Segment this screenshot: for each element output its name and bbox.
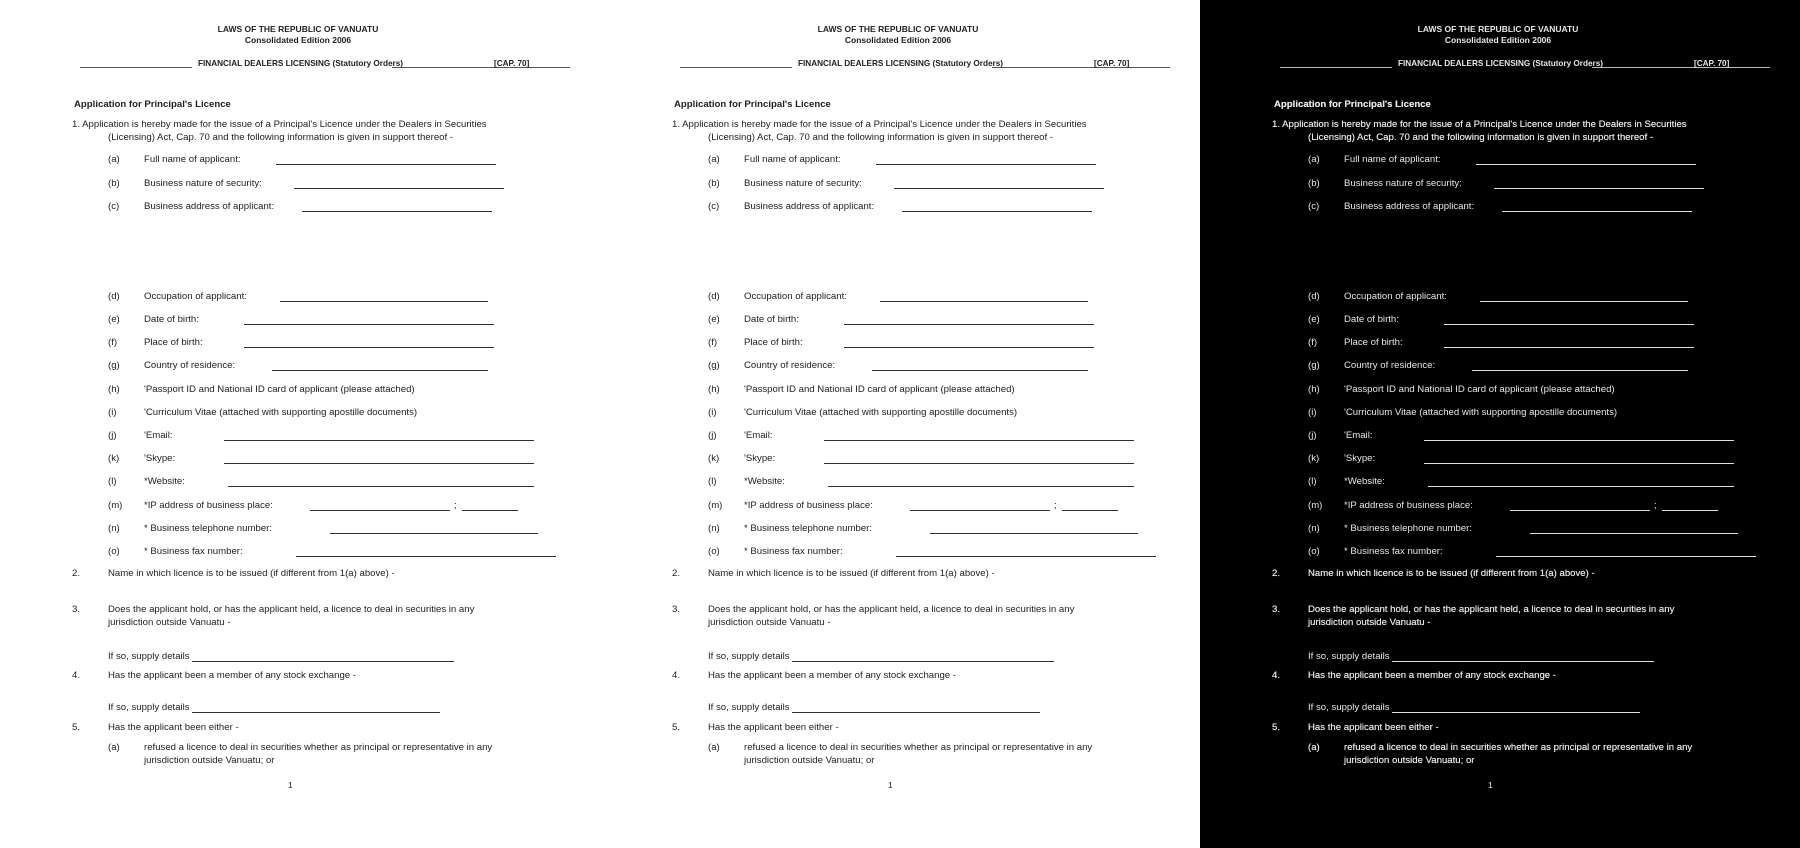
question-text: Has the applicant been either -: [108, 722, 239, 733]
item-label: (o): [108, 546, 120, 557]
item-text: 'Curriculum Vitae (attached with supporting apostille documents): [744, 407, 1018, 418]
fill-line[interactable]: [792, 712, 1040, 713]
form-heading: Application for Principal's Licence: [674, 99, 831, 110]
fill-line[interactable]: [1476, 164, 1696, 165]
item-text: * Business fax number:: [144, 546, 243, 557]
fill-line[interactable]: [280, 301, 488, 302]
item-label: (h): [108, 384, 120, 395]
item-label: (e): [1308, 314, 1320, 325]
item-label: (b): [1308, 178, 1320, 189]
item-text: Country of residence:: [144, 360, 236, 371]
item-label: (j): [108, 430, 117, 441]
ip-separator: ;: [1654, 500, 1657, 511]
fill-line[interactable]: [276, 164, 496, 165]
question-number: 3.: [672, 604, 681, 615]
intro-line: 1. Application is hereby made for the issue of a Principal's Licence under the Dealers in Securities: [72, 119, 487, 130]
item-label: (g): [1308, 360, 1320, 371]
fill-line[interactable]: [844, 324, 1094, 325]
question-text: Has the applicant been either -: [708, 722, 839, 733]
page-copy: [600, 0, 1200, 848]
item-text: * Business fax number:: [744, 546, 843, 557]
item-text: *IP address of business place:: [1344, 500, 1473, 511]
fill-line[interactable]: [224, 440, 534, 441]
item-text: *IP address of business place:: [144, 500, 273, 511]
question-text: Has the applicant been a member of any stock exchange -: [1308, 670, 1556, 681]
item-label: (i): [708, 407, 717, 418]
fill-line[interactable]: [1502, 211, 1692, 212]
item-label: (a): [708, 742, 720, 753]
page-inverted: [1200, 0, 1800, 848]
intro-paragraph: [672, 119, 1092, 144]
act-title-line: [80, 59, 528, 71]
supply-details-field[interactable]: [708, 701, 790, 715]
item-label: (d): [1308, 291, 1320, 302]
item-label: (h): [1308, 384, 1320, 395]
fill-line[interactable]: [824, 463, 1134, 464]
fill-line[interactable]: [1472, 370, 1688, 371]
item-text: 'Passport ID and National ID card of applicant (please attached): [1344, 384, 1615, 395]
question-text: Has the applicant been a member of any stock exchange -: [108, 670, 356, 681]
question-text: Has the applicant been a member of any stock exchange -: [708, 670, 956, 681]
fill-line[interactable]: [192, 712, 440, 713]
item-text: Business nature of security:: [144, 178, 262, 189]
supply-details-field[interactable]: [708, 650, 790, 664]
item-text: Date of birth:: [744, 314, 799, 325]
fill-line[interactable]: [910, 510, 1050, 511]
fill-line[interactable]: [902, 211, 1092, 212]
fill-line[interactable]: [272, 370, 488, 371]
item-label: (o): [1308, 546, 1320, 557]
law-header: LAWS OF THE REPUBLIC OF VANUATU: [1417, 24, 1579, 34]
fill-line[interactable]: [228, 486, 534, 487]
item-text: Place of birth:: [744, 337, 803, 348]
fill-line[interactable]: [1392, 712, 1640, 713]
question-number: 5.: [72, 722, 81, 733]
ip-separator: ;: [1054, 500, 1057, 511]
edition-header: Consolidated Edition 2006: [844, 35, 952, 45]
item-label: (l): [108, 476, 117, 487]
fill-line[interactable]: [1424, 440, 1734, 441]
fill-line[interactable]: [330, 533, 538, 534]
intro-paragraph: [72, 119, 492, 144]
page-number: 1: [888, 780, 893, 790]
item-text: 'Curriculum Vitae (attached with supporting apostille documents): [1344, 407, 1618, 418]
item-label: (k): [1308, 453, 1320, 464]
act-title: FINANCIAL DEALERS LICENSING (Statutory Orders): [798, 59, 1004, 68]
item-label: (a): [1308, 742, 1320, 753]
item-label: (m): [108, 500, 123, 511]
fill-line[interactable]: [1510, 510, 1650, 511]
item-label: (a): [708, 154, 720, 165]
fill-line[interactable]: [244, 347, 494, 348]
question-text: refused a licence to deal in securities whether as principal or representative in any jurisdiction outside Vanuatu; or: [744, 742, 1093, 766]
question-text: Name in which licence is to be issued (if different from 1(a) above) -: [1308, 568, 1595, 579]
item-text: Country of residence:: [1344, 360, 1436, 371]
fill-line[interactable]: [872, 370, 1088, 371]
item-label: (d): [108, 291, 120, 302]
supply-label: If so, supply details: [1308, 702, 1390, 713]
rule: [680, 67, 792, 68]
item-text: Business nature of security:: [744, 178, 862, 189]
item-label: (k): [108, 453, 120, 464]
fill-line[interactable]: [1480, 301, 1688, 302]
act-title-line: [680, 59, 1128, 71]
question-number: 3.: [72, 604, 81, 615]
chapter-ref: [CAP. 70]: [1694, 59, 1730, 68]
fill-line[interactable]: [224, 463, 534, 464]
fill-line[interactable]: [1444, 324, 1694, 325]
item-text: Country of residence:: [744, 360, 836, 371]
rule: [1592, 67, 1770, 68]
fill-line[interactable]: [1662, 510, 1718, 511]
item-text: Date of birth:: [1344, 314, 1399, 325]
question-text: refused a licence to deal in securities whether as principal or representative in any jurisdiction outside Vanuatu; or: [144, 742, 493, 766]
item-text: 'Email:: [144, 430, 173, 441]
item-text: 'Skype:: [144, 453, 176, 464]
item-text: Full name of applicant:: [1344, 154, 1441, 165]
supply-details-field[interactable]: [108, 650, 190, 664]
item-label: (g): [708, 360, 720, 371]
item-label: (a): [108, 742, 120, 753]
item-label: (i): [108, 407, 117, 418]
question-text: Has the applicant been either -: [1308, 722, 1439, 733]
fill-line[interactable]: [896, 556, 1156, 557]
rule: [1280, 67, 1392, 68]
item-text: Occupation of applicant:: [1344, 291, 1447, 302]
question-number: 3.: [1272, 604, 1281, 615]
item-label: (h): [708, 384, 720, 395]
item-label: (g): [108, 360, 120, 371]
fill-line[interactable]: [296, 556, 556, 557]
item-label: (j): [1308, 430, 1317, 441]
supply-details-field[interactable]: [1308, 650, 1390, 664]
law-header: LAWS OF THE REPUBLIC OF VANUATU: [817, 24, 979, 34]
question-text: Name in which licence is to be issued (if different from 1(a) above) -: [108, 568, 395, 579]
item-label: (i): [1308, 407, 1317, 418]
item-text: *Website:: [744, 476, 785, 487]
question-number: 4.: [72, 670, 81, 681]
fill-line[interactable]: [294, 188, 504, 189]
item-text: *IP address of business place:: [744, 500, 873, 511]
item-text: Full name of applicant:: [144, 154, 241, 165]
item-label: (f): [708, 337, 718, 348]
question-text: Does the applicant hold, or has the applicant held, a licence to deal in securities in any jurisdiction outside Vanuatu -: [1308, 604, 1675, 628]
item-text: Occupation of applicant:: [144, 291, 247, 302]
supply-label: If so, supply details: [708, 702, 790, 713]
fill-line[interactable]: [1496, 556, 1756, 557]
fill-line[interactable]: [310, 510, 450, 511]
item-label: (l): [1308, 476, 1317, 487]
edition-header: Consolidated Edition 2006: [1444, 35, 1552, 45]
fill-line[interactable]: [828, 486, 1134, 487]
fill-line[interactable]: [1062, 510, 1118, 511]
supply-details-field[interactable]: [108, 701, 190, 715]
supply-label: If so, supply details: [108, 702, 190, 713]
fill-line[interactable]: [1494, 188, 1704, 189]
item-label: (a): [108, 154, 120, 165]
item-text: Place of birth:: [144, 337, 203, 348]
item-label: (m): [708, 500, 723, 511]
question-number: 4.: [1272, 670, 1281, 681]
item-label: (o): [708, 546, 720, 557]
item-label: (e): [708, 314, 720, 325]
item-text: * Business telephone number:: [144, 523, 272, 534]
item-text: 'Passport ID and National ID card of applicant (please attached): [744, 384, 1015, 395]
question-text: refused a licence to deal in securities whether as principal or representative in any jurisdiction outside Vanuatu; or: [1344, 742, 1693, 766]
item-label: (n): [708, 523, 720, 534]
item-text: Business address of applicant:: [1344, 201, 1475, 212]
item-label: (c): [708, 201, 720, 212]
act-title-line: [1280, 59, 1728, 71]
rule: [992, 67, 1170, 68]
item-label: (e): [108, 314, 120, 325]
supply-label: If so, supply details: [1308, 651, 1390, 662]
item-label: (c): [1308, 201, 1320, 212]
intro-line: (Licensing) Act, Cap. 70 and the following information is given in support thereof -: [708, 131, 1054, 143]
question-number: 4.: [672, 670, 681, 681]
item-text: 'Email:: [744, 430, 773, 441]
act-title: FINANCIAL DEALERS LICENSING (Statutory Orders): [198, 59, 404, 68]
fill-line[interactable]: [1530, 533, 1738, 534]
item-label: (c): [108, 201, 120, 212]
fill-line[interactable]: [302, 211, 492, 212]
item-text: Business nature of security:: [1344, 178, 1462, 189]
act-title: FINANCIAL DEALERS LICENSING (Statutory Orders): [1398, 59, 1604, 68]
rule: [80, 67, 192, 68]
item-label: (b): [108, 178, 120, 189]
item-label: (f): [108, 337, 118, 348]
question-text: Does the applicant hold, or has the applicant held, a licence to deal in securities in any jurisdiction outside Vanuatu -: [708, 604, 1075, 628]
fill-line[interactable]: [824, 440, 1134, 441]
intro-line: (Licensing) Act, Cap. 70 and the following information is given in support thereof -: [108, 131, 454, 143]
ip-separator: ;: [454, 500, 457, 511]
item-label: (n): [108, 523, 120, 534]
supply-details-field[interactable]: [1308, 701, 1390, 715]
edition-header: Consolidated Edition 2006: [244, 35, 352, 45]
item-text: * Business telephone number:: [1344, 523, 1472, 534]
page-number: 1: [1488, 780, 1493, 790]
rule: [392, 67, 570, 68]
intro-line: 1. Application is hereby made for the issue of a Principal's Licence under the Dealers in Securities: [1272, 119, 1687, 130]
supply-label: If so, supply details: [108, 651, 190, 662]
question-number: 2.: [672, 568, 681, 579]
item-text: Date of birth:: [144, 314, 199, 325]
fill-line[interactable]: [876, 164, 1096, 165]
fill-line[interactable]: [1424, 463, 1734, 464]
fill-line[interactable]: [192, 661, 454, 662]
fill-line[interactable]: [930, 533, 1138, 534]
intro-line: 1. Application is hereby made for the issue of a Principal's Licence under the Dealers in Securities: [672, 119, 1087, 130]
item-text: *Website:: [144, 476, 185, 487]
fill-line[interactable]: [880, 301, 1088, 302]
item-text: * Business fax number:: [1344, 546, 1443, 557]
item-text: Place of birth:: [1344, 337, 1403, 348]
item-label: (a): [1308, 154, 1320, 165]
fill-line[interactable]: [1428, 486, 1734, 487]
fill-line[interactable]: [792, 661, 1054, 662]
question-text: Name in which licence is to be issued (if different from 1(a) above) -: [708, 568, 995, 579]
item-text: 'Skype:: [744, 453, 776, 464]
item-text: Occupation of applicant:: [744, 291, 847, 302]
supply-label: If so, supply details: [708, 651, 790, 662]
item-text: 'Email:: [1344, 430, 1373, 441]
item-label: (n): [1308, 523, 1320, 534]
question-number: 5.: [672, 722, 681, 733]
item-label: (m): [1308, 500, 1323, 511]
fill-line[interactable]: [462, 510, 518, 511]
question-number: 2.: [1272, 568, 1281, 579]
item-label: (f): [1308, 337, 1318, 348]
form-heading: Application for Principal's Licence: [74, 99, 231, 110]
item-text: * Business telephone number:: [744, 523, 872, 534]
item-label: (d): [708, 291, 720, 302]
fill-line[interactable]: [894, 188, 1104, 189]
item-text: 'Curriculum Vitae (attached with supporting apostille documents): [144, 407, 418, 418]
chapter-ref: [CAP. 70]: [1094, 59, 1130, 68]
page-original: [0, 0, 600, 848]
item-label: (l): [708, 476, 717, 487]
question-number: 2.: [72, 568, 81, 579]
fill-line[interactable]: [1444, 347, 1694, 348]
question-text: Does the applicant hold, or has the applicant held, a licence to deal in securities in any jurisdiction outside Vanuatu -: [108, 604, 475, 628]
item-text: 'Passport ID and National ID card of applicant (please attached): [144, 384, 415, 395]
page-number: 1: [288, 780, 293, 790]
fill-line[interactable]: [1392, 661, 1654, 662]
item-label: (j): [708, 430, 717, 441]
item-label: (k): [708, 453, 720, 464]
item-text: 'Skype:: [1344, 453, 1376, 464]
chapter-ref: [CAP. 70]: [494, 59, 530, 68]
form-heading: Application for Principal's Licence: [1274, 99, 1431, 110]
fill-line[interactable]: [844, 347, 1094, 348]
item-text: *Website:: [1344, 476, 1385, 487]
item-text: Full name of applicant:: [744, 154, 841, 165]
intro-line: (Licensing) Act, Cap. 70 and the following information is given in support thereof -: [1308, 131, 1654, 143]
item-label: (b): [708, 178, 720, 189]
fill-line[interactable]: [244, 324, 494, 325]
item-text: Business address of applicant:: [744, 201, 875, 212]
intro-paragraph: [1272, 119, 1692, 144]
item-text: Business address of applicant:: [144, 201, 275, 212]
law-header: LAWS OF THE REPUBLIC OF VANUATU: [217, 24, 379, 34]
question-number: 5.: [1272, 722, 1281, 733]
